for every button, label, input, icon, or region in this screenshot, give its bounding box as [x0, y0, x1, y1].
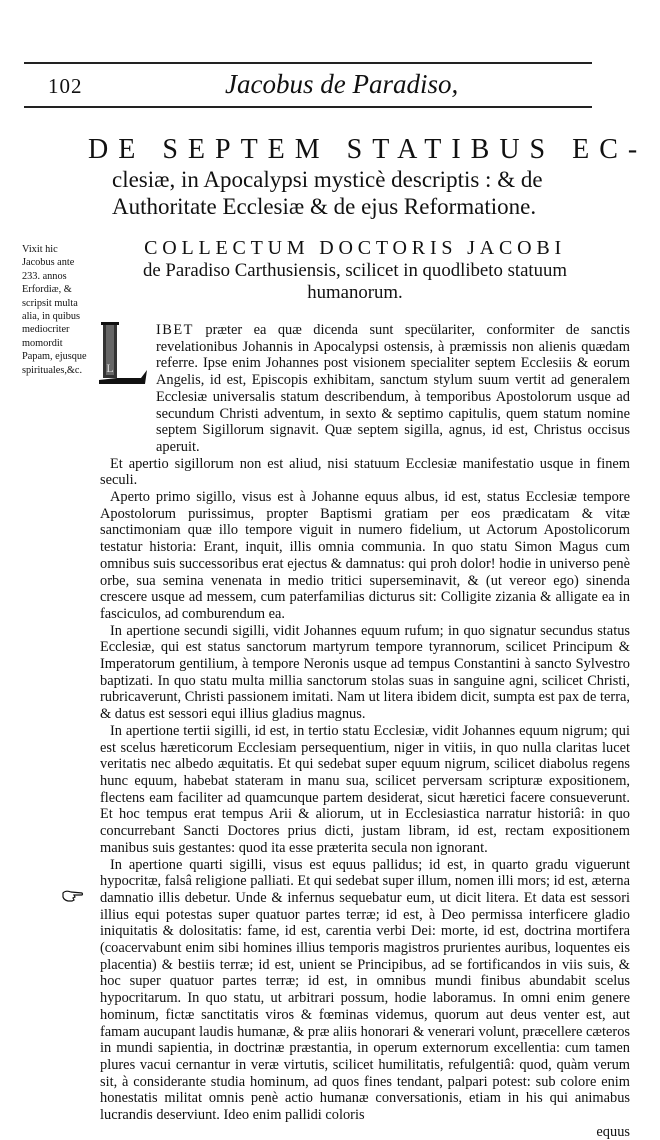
paragraph-5: In apertione tertii sigilli, id est, in tertio statu Ecclesiæ, vidit Johannes equum nigrum; qui est scelus hæreticorum Ecclesiam persequentium, niger in vitiis, in quo nulla claritas lucet veritatis nec albedo æquitatis. Et qui sedebat super equum nigrum, scilicet diabolus regens hunc equum, habebat stateram in manu sua, scilicet perversam scripturæ expositionem, flectens eam faciliter ad quamcunque partem desiderat, sicut hæretici facere consueverunt. Et hoc tempus erat tempus Arii & aliorum, ut in Ecclesiastica narratur historiâ: in quo concurrebant Sancti Doctores prius dicti, justam libram, id est, rectam expositionem manibus suis gestantes: quod ita esse præterita secula non ignorant. — [100, 722, 630, 856]
subtitle-rest: de Paradiso Carthusiensis, scilicet in quodlibeto statuum humanorum. — [142, 260, 568, 303]
drop-cap-letter: L — [106, 361, 114, 375]
lead-word: IBET — [156, 322, 194, 338]
paragraph-1 — [100, 322, 630, 456]
header-rule-top — [24, 62, 592, 64]
paragraph-2: Et apertio sigillorum non est aliud, nisi statuum Ecclesiæ manifestatio usque in finem seculi. — [100, 455, 630, 489]
body-text — [100, 322, 630, 1140]
page-number: 102 — [48, 74, 83, 98]
chapter-title — [88, 134, 648, 220]
chapter-title-rest: clesiæ, in Apocalypsi mysticè descriptis : & de Authoritate Ecclesiæ & de ejus Reformatione. — [112, 167, 543, 219]
catchword: equus — [596, 1123, 630, 1140]
paragraph-3: Aperto primo sigillo, visus est à Johanne equus albus, id est, status Ecclesiæ tempore Apostolorum purissimus, propter Baptismi gratiam per eos prædicatam & vitæ sanctimoniam quæ illo tempore viguit in numero fidelium, ut Actorum Apostolicorum testatur historia: Erant, inquit, illis omnia communia. In quo statu Simon Magus cum omnibus suis successoribus erat ejectus & damnatus: qui proh dolor! hodie in universo penè orbe, sua semina venenata in medio tritici superseminavit, & (ut vereor ego) sinenda crescere usque ad messem, cum paterfamilias dicturus sit: Colligite zizania & alligate ea in fasciculos, ad comburendum ea. — [100, 489, 630, 622]
header-rule-bottom — [24, 106, 592, 108]
section-subtitle — [100, 236, 610, 304]
subtitle-caps: COLLECTUM DOCTORIS JACOBI — [144, 237, 566, 259]
paragraph-4: In apertione secundi sigilli, vidit Johannes equum rufum; in quo signatur secundus status Ecclesiæ, qui est status sanctorum martyrum tempore tyrannorum, scilicet Principum & Imperatorum gentilium, à tempore Neronis usque ad tempus Constantini à sancto Sylvestro baptizati. In quo statu multa millia sanctorum stolas suas in sanguine agni, scilicet Christi, rubricaverunt, Christi passionem imitati. Nam ut litera ibidem dicit, sumpta est pax de terra, & datus est sessori equi illius gladius magnus. — [100, 622, 630, 723]
pointing-hand-icon — [62, 889, 84, 903]
chapter-title-caps: DE SEPTEM STATIBUS EC- — [88, 134, 648, 165]
paragraph-1-text: præter ea quæ dicenda sunt specülariter, conformiter de sanctis revelationibus Johannis in Apocalypsi ostensis, à præmissis non alienis quædam referre. Ipse enim Johannes post visionem specialiter septem Ecclesiis & eorum Angelis, id est, Episcopis exhibitam, sanctum stylum suum vertit ad generalem Ecclesiæ universalis statum describendum, à temporibus Apostolorum usque ad secundum Christi adventum, in sexto & septimo capitulis, quem statum nomine septem Sigillorum signavit. Quæ septem sigilla, agnus, id est, Christus occisus aperuit. — [156, 322, 630, 455]
margin-note: Vixit hic Jacobus ante 233. annos Erfordiæ, & scripsit multa alia, in quibus mediocriter momordit Papam, ejusque spirituales,&c. — [22, 244, 87, 376]
paragraph-6: In apertione quarti sigilli, visus est equus pallidus; id est, in quarto gradu viguerunt hypocritæ, falsâ religione palliati. Et qui sedebat super illum, nomen illi mors; id est, æterna damnatio illis debetur. Unde & infernus sequebatur eum, ut dicit litera. Et data est sessori illius equi potestas super quatuor partes terræ; id est, à Deo permissa interficere gladio iniquitatis & dolositatis: fame, id est, carentia verbi Dei: morte, id est, doctrina mortifera (coacervabunt enim sibi homines illius temporis magistros prurientes auribus, loquentes eis placentia) & bestiis terræ; id est, unient se Principibus, ad se fortificandos in viis suis, & hoc super quatuor partes terræ; id est, in omnibus mundi finibus abundabit scelus hypocritarum. In quo statu, ut arbitrari possum, hodie laboramus. In omni enim genere hominum, fictæ sanctitatis viros & fœminas videmus, quorum aut deus venter est, aut famam aucupant laudis humanæ, & præ aliis honorari & venerari volunt, præcellere cæteros in mundi sapientia, in doctrinæ præstantia, in operum externorum excellentia: cum tamen plures vacui cernantur in veræ virtutis, scilicet humilitatis, refulgentiâ: quod, quàm verum sit, à considerante studia hominum, ad quos fines tendant, palpari potest: sub colore enim honestatis militat omnis penè actio humanæ conversationis, etiam in his qui animabus lucrandis deserviunt. Ideo enim pallidi coloris — [100, 856, 630, 1124]
running-head: Jacobus de Paradiso, — [225, 69, 459, 99]
